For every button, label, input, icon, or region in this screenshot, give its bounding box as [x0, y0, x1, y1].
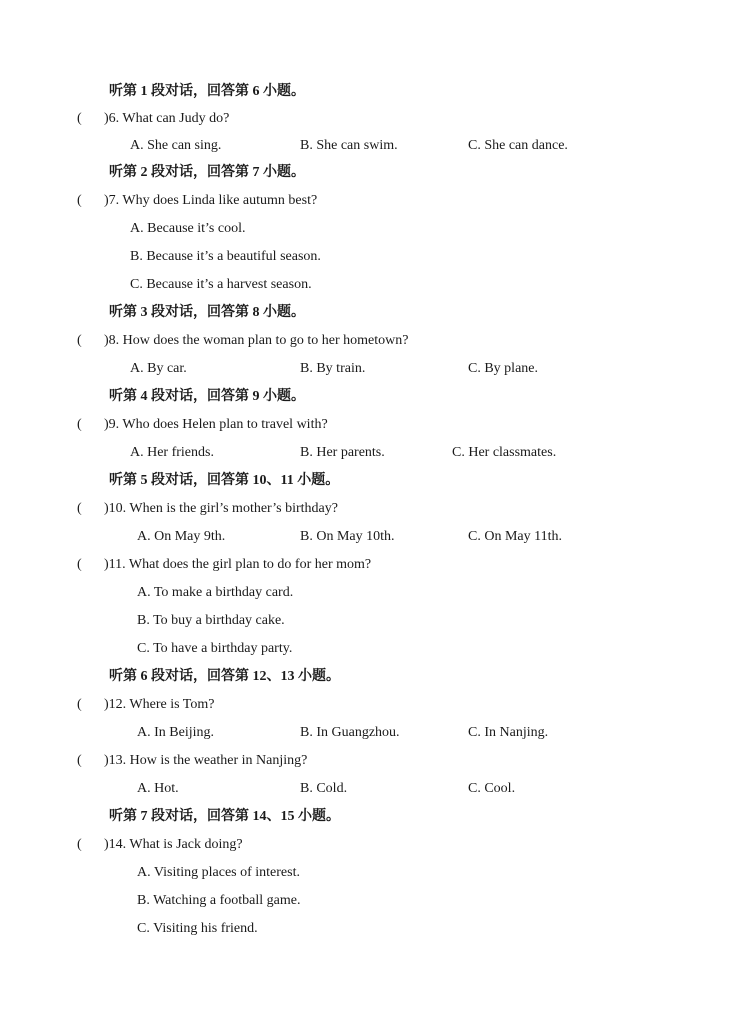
section-heading: 听第 4 段对话，回答第 9 小题。 [109, 389, 305, 404]
section-heading: 听第 6 段对话，回答第 12、13 小题。 [109, 669, 340, 684]
section-heading: 听第 1 段对话，回答第 6 小题。 [109, 84, 305, 99]
question-text: )14. What is Jack doing? [104, 837, 243, 852]
option-b: B. Because it’s a beautiful season. [130, 249, 321, 264]
option-b: B. On May 10th. [300, 529, 395, 544]
option-b: B. To buy a birthday cake. [137, 613, 285, 628]
option-c: C. Cool. [468, 781, 516, 796]
option-c: C. She can dance. [468, 138, 568, 153]
option-b: B. She can swim. [300, 138, 398, 153]
option-b: B. Cold. [300, 781, 348, 796]
option-c: C. Visiting his friend. [137, 921, 258, 936]
answer-paren: ( [77, 837, 82, 852]
answer-paren: ( [77, 753, 82, 768]
answer-paren: ( [77, 193, 82, 208]
option-c: C. To have a birthday party. [137, 641, 293, 656]
option-c: C. In Nanjing. [468, 725, 549, 740]
question-text: )7. Why does Linda like autumn best? [104, 193, 318, 208]
option-c: C. Because it’s a harvest season. [130, 277, 312, 292]
option-a: A. Hot. [137, 781, 179, 796]
question-text: )13. How is the weather in Nanjing? [104, 753, 308, 768]
question-text: )8. How does the woman plan to go to her hometown? [104, 333, 409, 348]
option-a: A. On May 9th. [137, 529, 226, 544]
answer-paren: ( [77, 697, 82, 712]
option-b: B. In Guangzhou. [300, 725, 400, 740]
answer-paren: ( [77, 333, 82, 348]
answer-paren: ( [77, 417, 82, 432]
option-a: A. Visiting places of interest. [137, 865, 300, 880]
option-b: B. By train. [300, 361, 366, 376]
option-a: A. Her friends. [130, 445, 214, 460]
option-a: A. Because it’s cool. [130, 221, 246, 236]
answer-paren: ( [77, 501, 82, 516]
option-b: B. Watching a football game. [137, 893, 301, 908]
question-text: )6. What can Judy do? [104, 111, 230, 126]
option-c: C. On May 11th. [468, 529, 562, 544]
question-text: )12. Where is Tom? [104, 697, 215, 712]
question-text: )9. Who does Helen plan to travel with? [104, 417, 328, 432]
section-heading: 听第 3 段对话，回答第 8 小题。 [109, 305, 305, 320]
question-text: )10. When is the girl’s mother’s birthday? [104, 501, 338, 516]
answer-paren: ( [77, 557, 82, 572]
section-heading: 听第 7 段对话，回答第 14、15 小题。 [109, 809, 340, 824]
option-c: C. Her classmates. [452, 445, 557, 460]
answer-paren: ( [77, 111, 82, 126]
option-a: A. By car. [130, 361, 187, 376]
section-heading: 听第 2 段对话，回答第 7 小题。 [109, 165, 305, 180]
option-a: A. She can sing. [130, 138, 222, 153]
option-a: A. In Beijing. [137, 725, 214, 740]
option-a: A. To make a birthday card. [137, 585, 294, 600]
section-heading: 听第 5 段对话，回答第 10、11 小题。 [109, 473, 340, 488]
question-text: )11. What does the girl plan to do for her mom? [104, 557, 372, 572]
option-c: C. By plane. [468, 361, 538, 376]
option-b: B. Her parents. [300, 445, 385, 460]
